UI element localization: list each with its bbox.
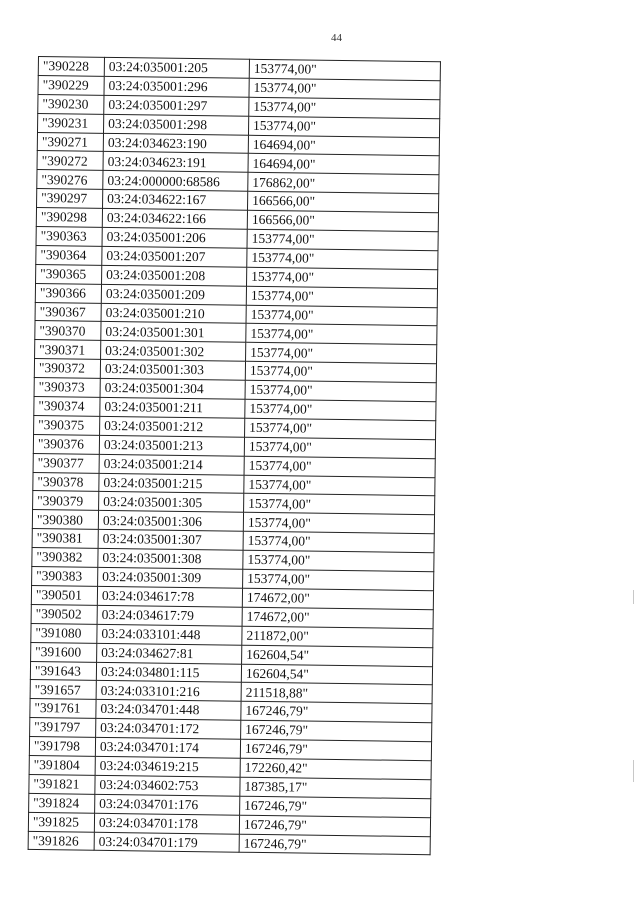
value-cell: 153774,00" <box>243 550 434 571</box>
cadastral-number-cell: 03:24:035001:296 <box>104 76 249 97</box>
value-cell: 153774,00" <box>245 380 436 401</box>
record-number-cell: "390383 <box>32 567 98 587</box>
record-number-cell: "390297 <box>37 189 103 209</box>
record-number-cell: "390229 <box>38 75 104 95</box>
record-number-cell: "391600 <box>31 642 97 662</box>
record-number-cell: "391797 <box>30 718 96 738</box>
value-cell: 166566,00" <box>247 210 438 231</box>
cadastral-number-cell: 03:24:035001:211 <box>100 397 245 418</box>
value-cell: 153774,00" <box>244 456 435 477</box>
record-number-cell: "390230 <box>38 94 104 114</box>
record-number-cell: "390377 <box>33 453 99 473</box>
scan-edge-mark <box>633 590 634 604</box>
cadastral-number-cell: 03:24:034617:79 <box>97 605 242 626</box>
record-number-cell: "390373 <box>34 378 100 398</box>
cadastral-number-cell: 03:24:034701:174 <box>95 737 240 758</box>
record-number-cell: "390376 <box>33 434 99 454</box>
cadastral-number-cell: 03:24:033101:216 <box>96 681 241 702</box>
cadastral-number-cell: 03:24:035001:214 <box>99 454 244 475</box>
table-body <box>28 57 440 856</box>
record-number-cell: "390380 <box>32 510 98 530</box>
value-cell: 211872,00" <box>242 626 433 647</box>
cadastral-number-cell: 03:24:035001:205 <box>104 57 249 78</box>
value-cell: 167246,79" <box>241 720 432 741</box>
cadastral-number-cell: 03:24:035001:304 <box>100 378 245 399</box>
value-cell: 153774,00" <box>247 267 438 288</box>
value-cell: 164694,00" <box>248 135 439 156</box>
cadastral-number-cell: 03:24:034617:78 <box>97 586 242 607</box>
value-cell: 167246,79" <box>240 739 431 760</box>
record-number-cell: "390371 <box>35 340 101 360</box>
value-cell: 153774,00" <box>243 531 434 552</box>
record-number-cell: "390276 <box>37 170 103 190</box>
record-number-cell: "391826 <box>28 831 94 851</box>
record-number-cell: "390366 <box>35 283 101 303</box>
record-number-cell: "391824 <box>29 793 95 813</box>
cadastral-number-cell: 03:24:035001:303 <box>100 360 245 381</box>
value-cell: 153774,00" <box>249 78 440 99</box>
value-cell: 162604,54" <box>241 664 432 685</box>
cadastral-number-cell: 03:24:034701:172 <box>96 718 241 739</box>
cadastral-number-cell: 03:24:035001:297 <box>104 95 249 116</box>
cadastral-number-cell: 03:24:034622:166 <box>102 208 247 229</box>
value-cell: 153774,00" <box>247 248 438 269</box>
cadastral-number-cell: 03:24:034701:178 <box>94 813 239 834</box>
record-number-cell: "390367 <box>35 302 101 322</box>
value-cell: 153774,00" <box>246 343 437 364</box>
record-number-cell: "390501 <box>31 585 97 605</box>
scan-edge-mark <box>633 760 634 782</box>
record-number-cell: "390272 <box>37 151 103 171</box>
value-cell: 162604,54" <box>242 645 433 666</box>
cadastral-number-cell: 03:24:035001:301 <box>101 322 246 343</box>
value-cell: 164694,00" <box>248 154 439 175</box>
cadastral-number-cell: 03:24:035001:305 <box>99 492 244 513</box>
value-cell: 167246,79" <box>241 701 432 722</box>
value-cell: 211518,88" <box>241 683 432 704</box>
record-number-cell: "390228 <box>38 57 104 77</box>
cadastral-number-cell: 03:24:035001:309 <box>98 567 243 588</box>
value-cell: 153774,00" <box>245 399 436 420</box>
cadastral-number-cell: 03:24:035001:215 <box>99 473 244 494</box>
record-number-cell: "391798 <box>29 737 95 757</box>
cadastral-number-cell: 03:24:033101:448 <box>97 624 242 645</box>
cadastral-number-cell: 03:24:034622:167 <box>103 190 248 211</box>
value-cell: 167246,79" <box>239 834 430 855</box>
cadastral-number-cell: 03:24:034701:176 <box>95 794 240 815</box>
cadastral-number-cell: 03:24:035001:209 <box>101 284 246 305</box>
value-cell: 153774,00" <box>249 59 440 80</box>
value-cell: 174672,00" <box>242 588 433 609</box>
cadastral-number-cell: 03:24:034619:215 <box>95 756 240 777</box>
cadastral-number-cell: 03:24:034801:115 <box>96 662 241 683</box>
cadastral-number-cell: 03:24:035001:206 <box>102 227 247 248</box>
record-number-cell: "391821 <box>29 774 95 794</box>
cadastral-number-cell: 03:24:035001:213 <box>99 435 244 456</box>
value-cell: 153774,00" <box>246 324 437 345</box>
cadastral-number-cell: 03:24:035001:308 <box>98 548 243 569</box>
record-number-cell: "391657 <box>30 680 96 700</box>
record-number-cell: "390372 <box>34 359 100 379</box>
cadastral-number-cell: 03:24:034623:190 <box>103 133 248 154</box>
value-cell: 153774,00" <box>244 494 435 515</box>
value-cell: 153774,00" <box>244 437 435 458</box>
record-number-cell: "390370 <box>35 321 101 341</box>
cadastral-number-cell: 03:24:034701:179 <box>94 832 239 853</box>
record-number-cell: "391080 <box>31 623 97 643</box>
value-cell: 153774,00" <box>246 305 437 326</box>
cadastral-number-cell: 03:24:035001:212 <box>100 416 245 437</box>
record-number-cell: "390375 <box>34 415 100 435</box>
record-number-cell: "390382 <box>32 548 98 568</box>
value-cell: 166566,00" <box>247 191 438 212</box>
value-cell: 153774,00" <box>247 229 438 250</box>
value-cell: 153774,00" <box>243 513 434 534</box>
cadastral-number-cell: 03:24:034701:448 <box>96 700 241 721</box>
value-cell: 153774,00" <box>245 418 436 439</box>
cadastral-number-cell: 03:24:035001:306 <box>98 511 243 532</box>
cadastral-number-cell: 03:24:035001:302 <box>101 341 246 362</box>
record-number-cell: "391761 <box>30 699 96 719</box>
page-number: 44 <box>331 32 342 44</box>
value-cell: 176862,00" <box>248 173 439 194</box>
value-cell: 153774,00" <box>243 569 434 590</box>
record-number-cell: "390378 <box>33 472 99 492</box>
cadastral-number-cell: 03:24:034623:191 <box>103 152 248 173</box>
value-cell: 153774,00" <box>246 286 437 307</box>
record-number-cell: "390364 <box>36 245 102 265</box>
record-number-cell: "390298 <box>36 208 102 228</box>
data-table <box>28 56 441 856</box>
record-number-cell: "390231 <box>38 113 104 133</box>
cadastral-number-cell: 03:24:035001:307 <box>98 530 243 551</box>
cadastral-number-cell: 03:24:035001:298 <box>103 114 248 135</box>
value-cell: 174672,00" <box>242 607 433 628</box>
cadastral-number-cell: 03:24:035001:207 <box>102 246 247 267</box>
record-number-cell: "391825 <box>28 812 94 832</box>
value-cell: 153774,00" <box>249 97 440 118</box>
cadastral-number-cell: 03:24:000000:68586 <box>103 171 248 192</box>
record-number-cell: "390271 <box>37 132 103 152</box>
value-cell: 153774,00" <box>244 475 435 496</box>
record-number-cell: "390502 <box>31 604 97 624</box>
record-number-cell: "390365 <box>36 264 102 284</box>
record-number-cell: "391643 <box>30 661 96 681</box>
cadastral-number-cell: 03:24:034602:753 <box>95 775 240 796</box>
table-row <box>28 831 430 855</box>
record-number-cell: "390379 <box>33 491 99 511</box>
cadastral-number-cell: 03:24:035001:210 <box>101 303 246 324</box>
record-number-cell: "391804 <box>29 755 95 775</box>
cadastral-number-cell: 03:24:035001:208 <box>102 265 247 286</box>
value-cell: 167246,79" <box>240 796 431 817</box>
record-number-cell: "390374 <box>34 397 100 417</box>
cadastral-number-cell: 03:24:034627:81 <box>97 643 242 664</box>
record-number-cell: "390381 <box>32 529 98 549</box>
value-cell: 167246,79" <box>239 815 430 836</box>
record-number-cell: "390363 <box>36 227 102 247</box>
document-table-wrapper <box>28 56 440 856</box>
value-cell: 172260,42" <box>240 758 431 779</box>
value-cell: 153774,00" <box>248 116 439 137</box>
value-cell: 153774,00" <box>245 361 436 382</box>
value-cell: 187385,17" <box>240 777 431 798</box>
